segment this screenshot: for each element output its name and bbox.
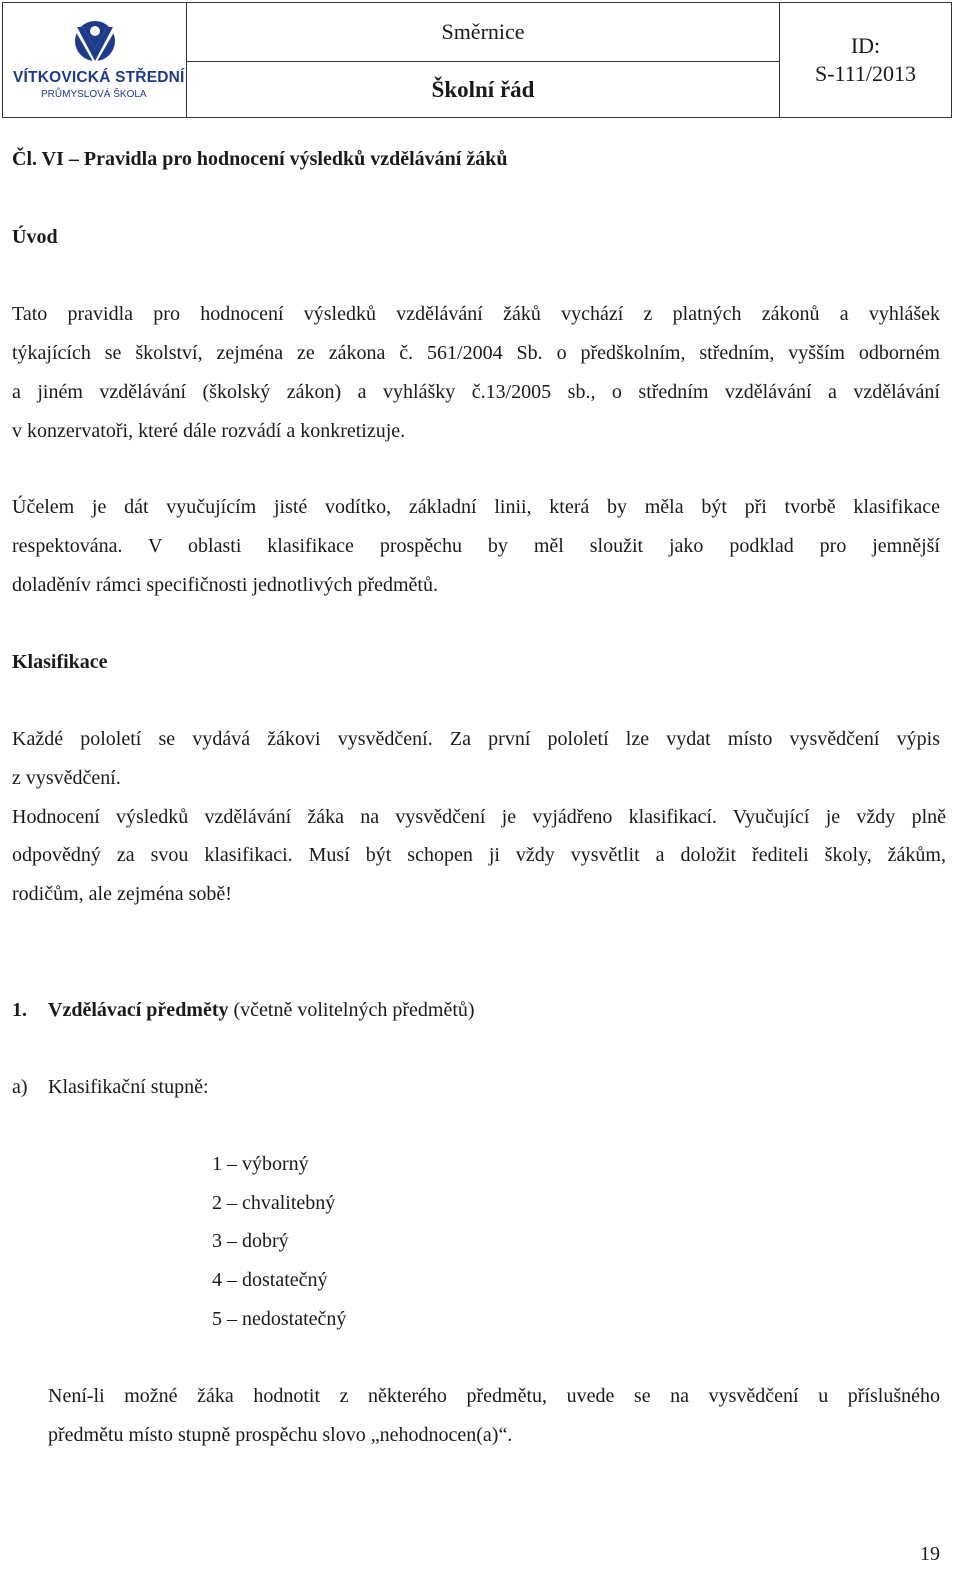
grade-item: 1 – výborný: [212, 1153, 309, 1175]
grade-item: 2 – chvalitebný: [212, 1192, 336, 1214]
id-label: ID:: [850, 33, 881, 58]
grade-item: 3 – dobrý: [212, 1230, 289, 1252]
intro-p2-line2: respektována. V oblasti klasifikace prospěchu by měl sloužit jako podklad pro jemnější: [12, 535, 940, 557]
intro-p1-line4: v konzervatoři, které dále rozvádí a konkretizuje.: [12, 420, 406, 442]
classification-heading: Klasifikace: [12, 651, 108, 673]
doc-title: Školní řád: [431, 77, 535, 102]
section-title: Čl. VI – Pravidla pro hodnocení výsledků vzdělávání žáků: [12, 148, 508, 170]
classification-p1-line2: z vysvědčení.: [12, 767, 121, 789]
intro-p1-line3: a jiném vzdělávání (školský zákon) a vyhlášky č.13/2005 sb., o středním vzdělávání a vzdělávání: [12, 381, 940, 403]
intro-heading: Úvod: [12, 226, 58, 248]
sub-title: Klasifikační stupně:: [48, 1076, 209, 1098]
doc-type: Směrnice: [187, 3, 779, 62]
logo-cell: [3, 3, 187, 117]
classification-p2-line2: odpovědný za svou klasifikaci. Musí být schopen ji vždy vysvětlit a doložit řediteli školy, žákům,: [12, 844, 946, 866]
classification-p2-line1: Hodnocení výsledků vzdělávání žáka na vysvědčení je vyjádřeno klasifikací. Vyučující je vždy plně: [12, 806, 946, 828]
school-name-line2: PRŮMYSLOVÁ ŠKOLA: [41, 89, 147, 100]
grade-item: 5 – nedostatečný: [212, 1308, 347, 1330]
subjects-title-bold: Vzdělávací předměty: [48, 999, 229, 1021]
grade-item: 4 – dostatečný: [212, 1269, 328, 1291]
intro-p1-line1: Tato pravidla pro hodnocení výsledků vzdělávání žáků vychází z platných zákonů a vyhlášek: [12, 303, 940, 325]
page-number: 19: [920, 1543, 940, 1565]
id-cell: [780, 3, 951, 117]
subjects-title: [48, 991, 475, 1030]
intro-p2-line3: doladěnív rámci specifičnosti jednotlivých předmětů.: [12, 574, 438, 596]
document-header: [2, 2, 952, 118]
classification-p2-line3: rodičům, ale zejména sobě!: [12, 883, 232, 905]
classification-p1-line1: Každé pololetí se vydává žákovi vysvědčení. Za první pololetí lze vydat místo vysvědčení výpis: [12, 728, 940, 750]
sub-label: a): [12, 1076, 28, 1098]
school-name-line1: VÍTKOVICKÁ STŘEDNÍ: [13, 69, 185, 86]
intro-p1-line2: týkajících se školství, zejména ze zákona č. 561/2004 Sb. o předškolním, středním, vyšším odborném: [12, 342, 940, 364]
id-value: S-111/2013: [814, 61, 917, 86]
subjects-number: 1.: [12, 999, 27, 1021]
subjects-title-rest: (včetně volitelných předmětů): [233, 999, 475, 1021]
note-line2: předmětu místo stupně prospěchu slovo „nehodnocen(a)“.: [48, 1424, 513, 1446]
intro-p2-line1: Účelem je dát vyučujícím jisté vodítko, základní linii, která by měla být při tvorbě klasifikace: [12, 496, 940, 518]
title-cell: [187, 3, 780, 117]
note-line1: Není-li možné žáka hodnotit z některého předmětu, uvede se na vysvědčení u příslušného: [48, 1385, 940, 1407]
school-logo-icon: [63, 17, 127, 71]
